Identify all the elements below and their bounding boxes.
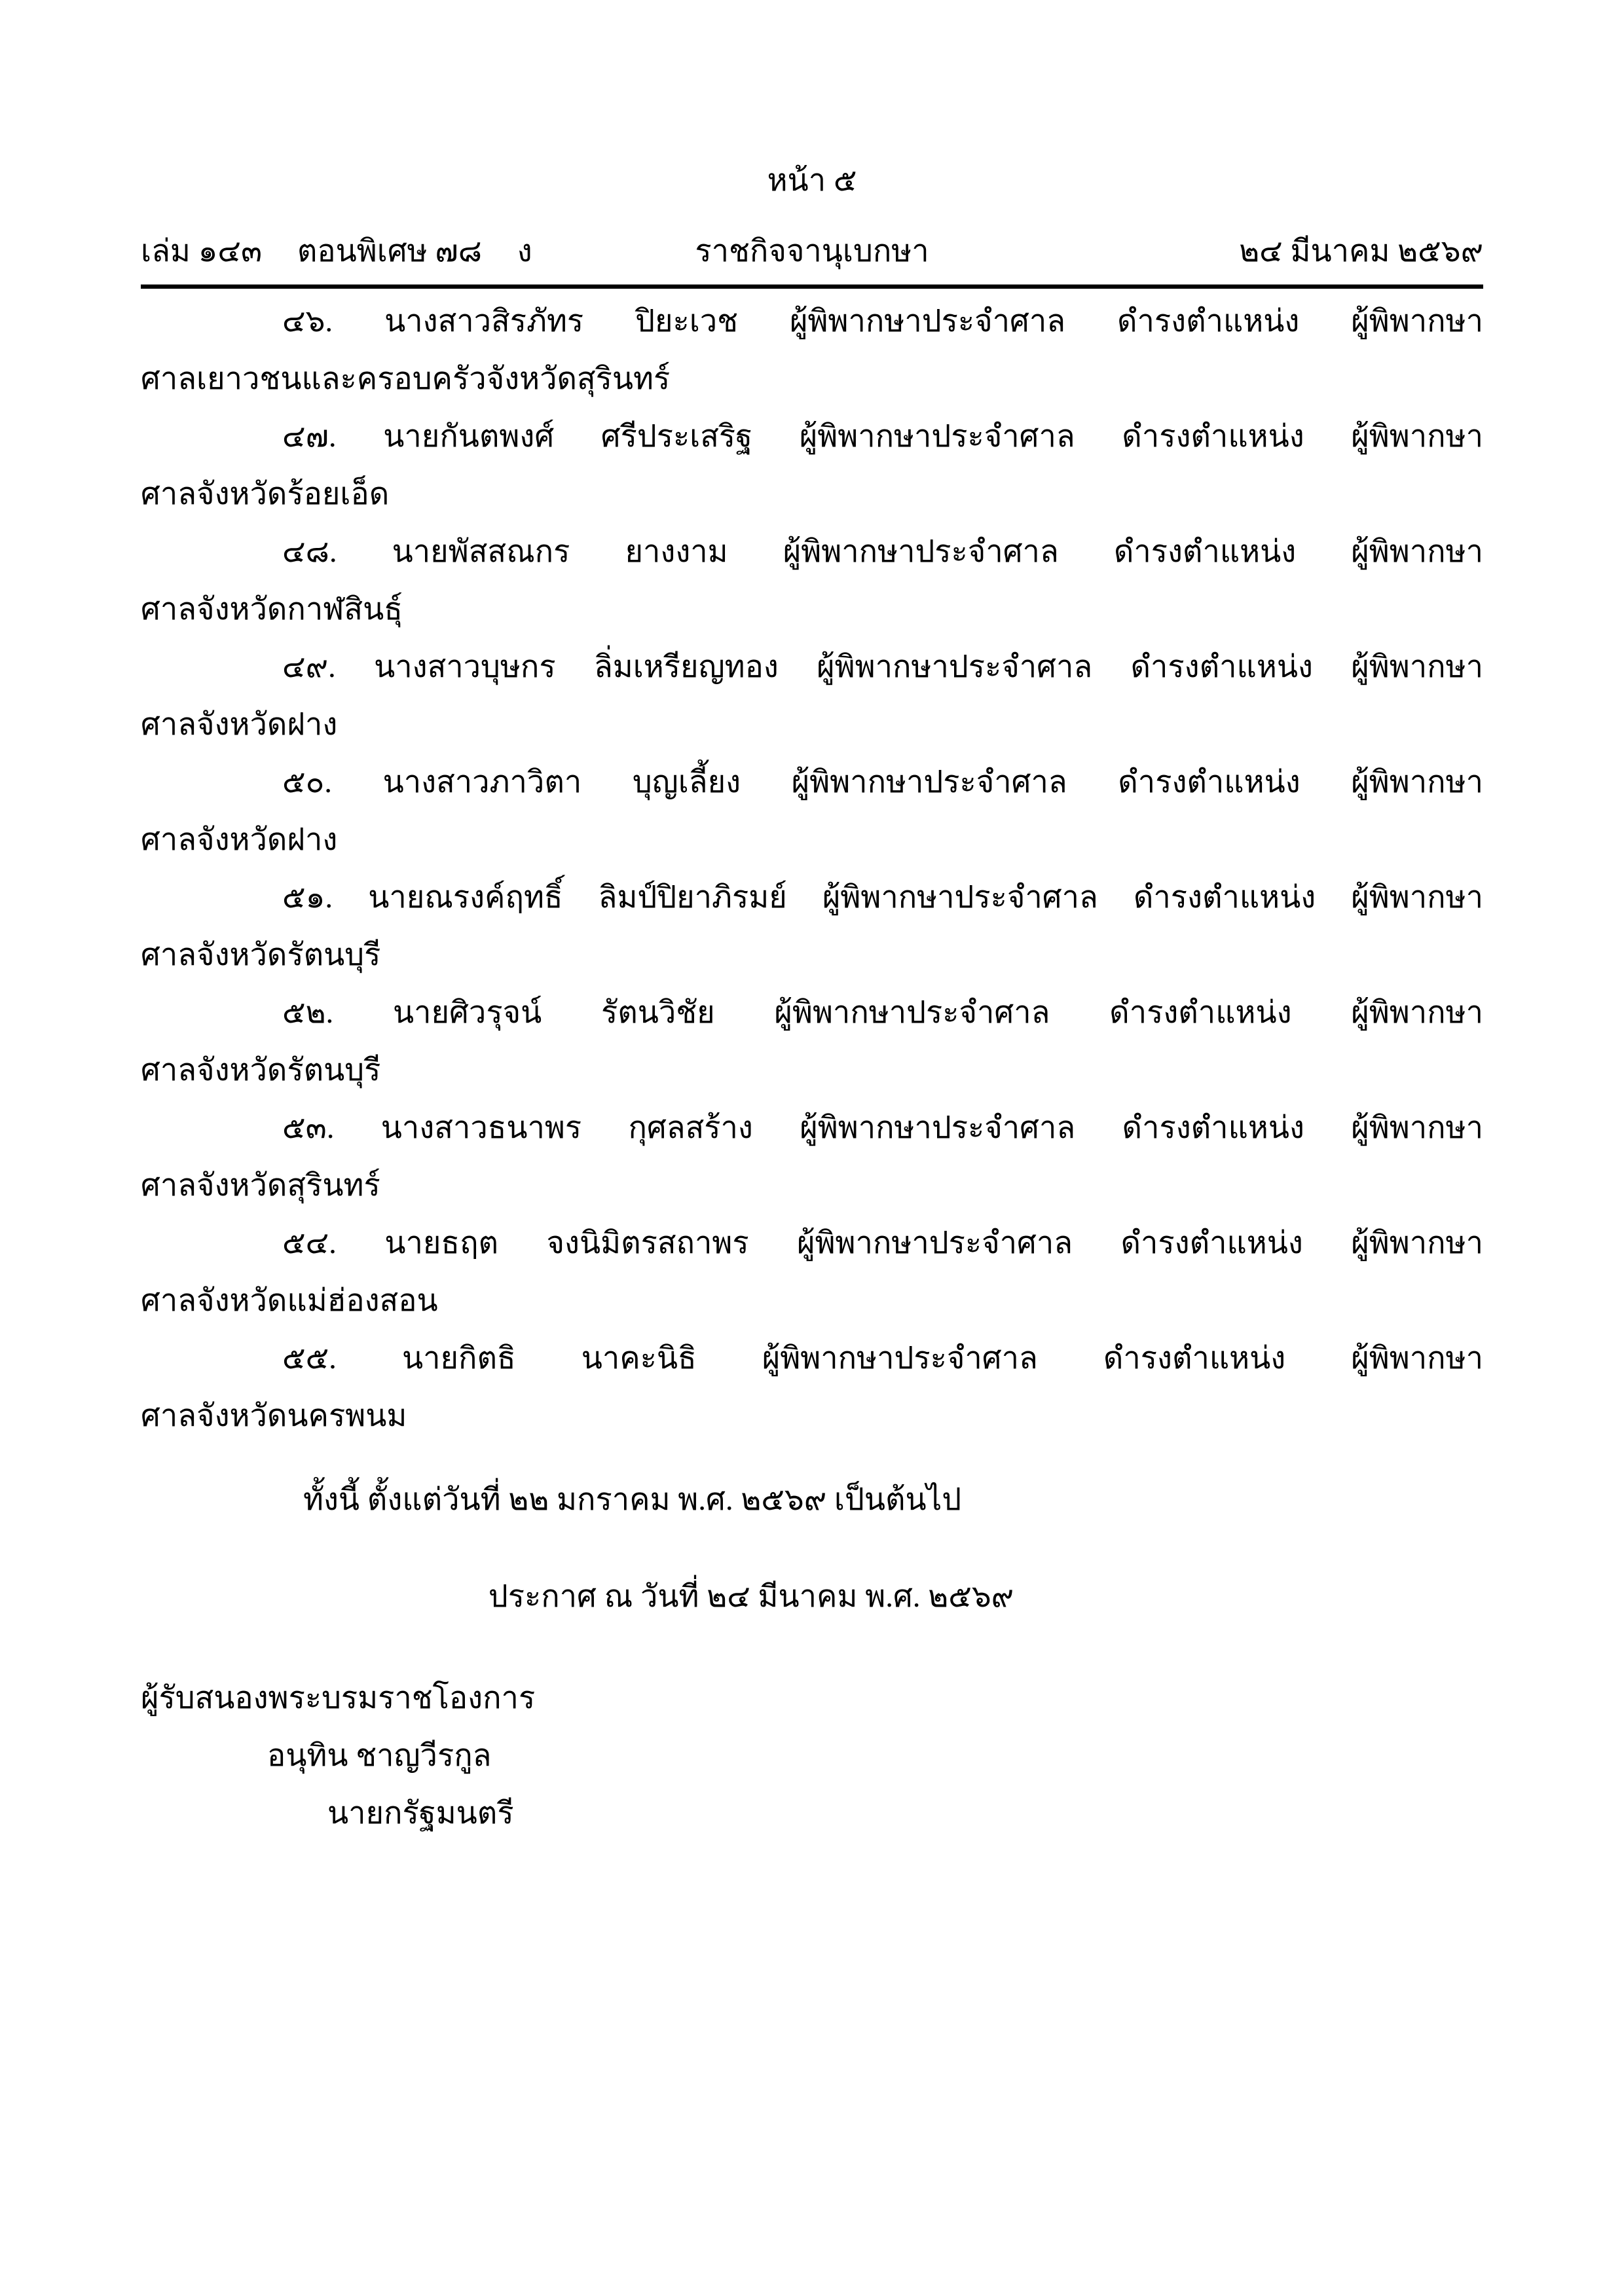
list-item	[141, 984, 1483, 1099]
judge-entry-court: ศาลจังหวัดรัตนบุรี	[141, 1053, 381, 1087]
list-item	[141, 1099, 1483, 1214]
issue-label: ตอนพิเศษ ๗๘	[297, 234, 482, 268]
judge-entry-line1: ๔๗. นายกันตพงศ์ ศรีประเสริฐ ผู้พิพากษาประจำศาล ดำรงตำแหน่ง ผู้พิพากษา	[282, 420, 1483, 454]
judge-list	[141, 293, 1483, 1445]
judge-entry-court: ศาลจังหวัดแม่ฮ่องสอน	[141, 1284, 438, 1318]
header-date: ๒๔ มีนาคม ๒๕๖๙	[1239, 234, 1483, 268]
judge-entry-line1: ๕๔. นายธฤต จงนิมิตรสถาพร ผู้พิพากษาประจำศาล ดำรงตำแหน่ง ผู้พิพากษา	[282, 1226, 1483, 1260]
judge-entry-line1: ๔๙. นางสาวบุษกร ลิ่มเหรียญทอง ผู้พิพากษาประจำศาล ดำรงตำแหน่ง ผู้พิพากษา	[282, 650, 1483, 684]
volume-label: เล่ม ๑๔๓	[141, 234, 263, 268]
judge-entry-line1: ๔๘. นายพัสสณกร ยางงาม ผู้พิพากษาประจำศาล ดำรงตำแหน่ง ผู้พิพากษา	[282, 535, 1483, 569]
list-item	[141, 638, 1483, 754]
judge-entry-court: ศาลจังหวัดร้อยเอ็ด	[141, 477, 390, 511]
gazette-title: ราชกิจจานุเบกษา	[695, 234, 929, 268]
judge-entry-court: ศาลจังหวัดรัตนบุรี	[141, 938, 381, 972]
judge-entry-court: ศาลจังหวัดฝาง	[141, 708, 338, 742]
list-item	[141, 869, 1483, 984]
judge-entry-line1: ๕๓. นางสาวธนาพร กุศลสร้าง ผู้พิพากษาประจำศาล ดำรงตำแหน่ง ผู้พิพากษา	[282, 1111, 1483, 1145]
signer-title: นายกรัฐมนตรี	[327, 1796, 514, 1831]
header-rule	[141, 284, 1483, 289]
announcement-date-line: ประกาศ ณ วันที่ ๒๔ มีนาคม พ.ศ. ๒๕๖๙	[488, 1580, 1014, 1614]
judge-entry-court: ศาลจังหวัดนครพนม	[141, 1399, 407, 1433]
judge-entry-line1: ๕๒. นายศิวรุจน์ รัตนวิชัย ผู้พิพากษาประจำศาล ดำรงตำแหน่ง ผู้พิพากษา	[282, 996, 1483, 1030]
judge-entry-court: ศาลจังหวัดสุรินทร์	[141, 1169, 380, 1203]
list-item	[141, 293, 1483, 408]
judge-entry-line1: ๕๕. นายกิตธิ นาคะนิธิ ผู้พิพากษาประจำศาล ดำรงตำแหน่ง ผู้พิพากษา	[282, 1341, 1483, 1376]
effective-date-line: ทั้งนี้ ตั้งแต่วันที่ ๒๒ มกราคม พ.ศ. ๒๕๖๙ เป็นต้นไป	[303, 1483, 962, 1517]
countersign-label: ผู้รับสนองพระบรมราชโองการ	[141, 1681, 536, 1715]
list-item	[141, 408, 1483, 523]
judge-entry-court: ศาลจังหวัดฝาง	[141, 823, 338, 857]
list-item	[141, 1214, 1483, 1330]
list-item	[141, 523, 1483, 638]
judge-entry-court: ศาลจังหวัดกาฬสินธุ์	[141, 592, 403, 627]
judge-entry-court: ศาลเยาวชนและครอบครัวจังหวัดสุรินทร์	[141, 362, 671, 396]
header-volume-issue	[141, 233, 532, 270]
signer-name: อนุทิน ชาญวีรกูล	[267, 1739, 492, 1773]
judge-entry-line1: ๔๖. นางสาวสิรภัทร ปิยะเวช ผู้พิพากษาประจำศาล ดำรงตำแหน่ง ผู้พิพากษา	[282, 304, 1483, 338]
judge-entry-line1: ๕๐. นางสาวภาวิตา บุญเลี้ยง ผู้พิพากษาประจำศาล ดำรงตำแหน่ง ผู้พิพากษา	[282, 765, 1483, 799]
section-letter: ง	[517, 234, 532, 268]
page-number: หน้า ๕	[767, 164, 857, 198]
list-item	[141, 754, 1483, 869]
list-item	[141, 1330, 1483, 1445]
header-meta-row	[141, 233, 1483, 270]
judge-entry-line1: ๕๑. นายณรงค์ฤทธิ์ ลิมป์ปิยาภิรมย์ ผู้พิพากษาประจำศาล ดำรงตำแหน่ง ผู้พิพากษา	[282, 881, 1483, 915]
